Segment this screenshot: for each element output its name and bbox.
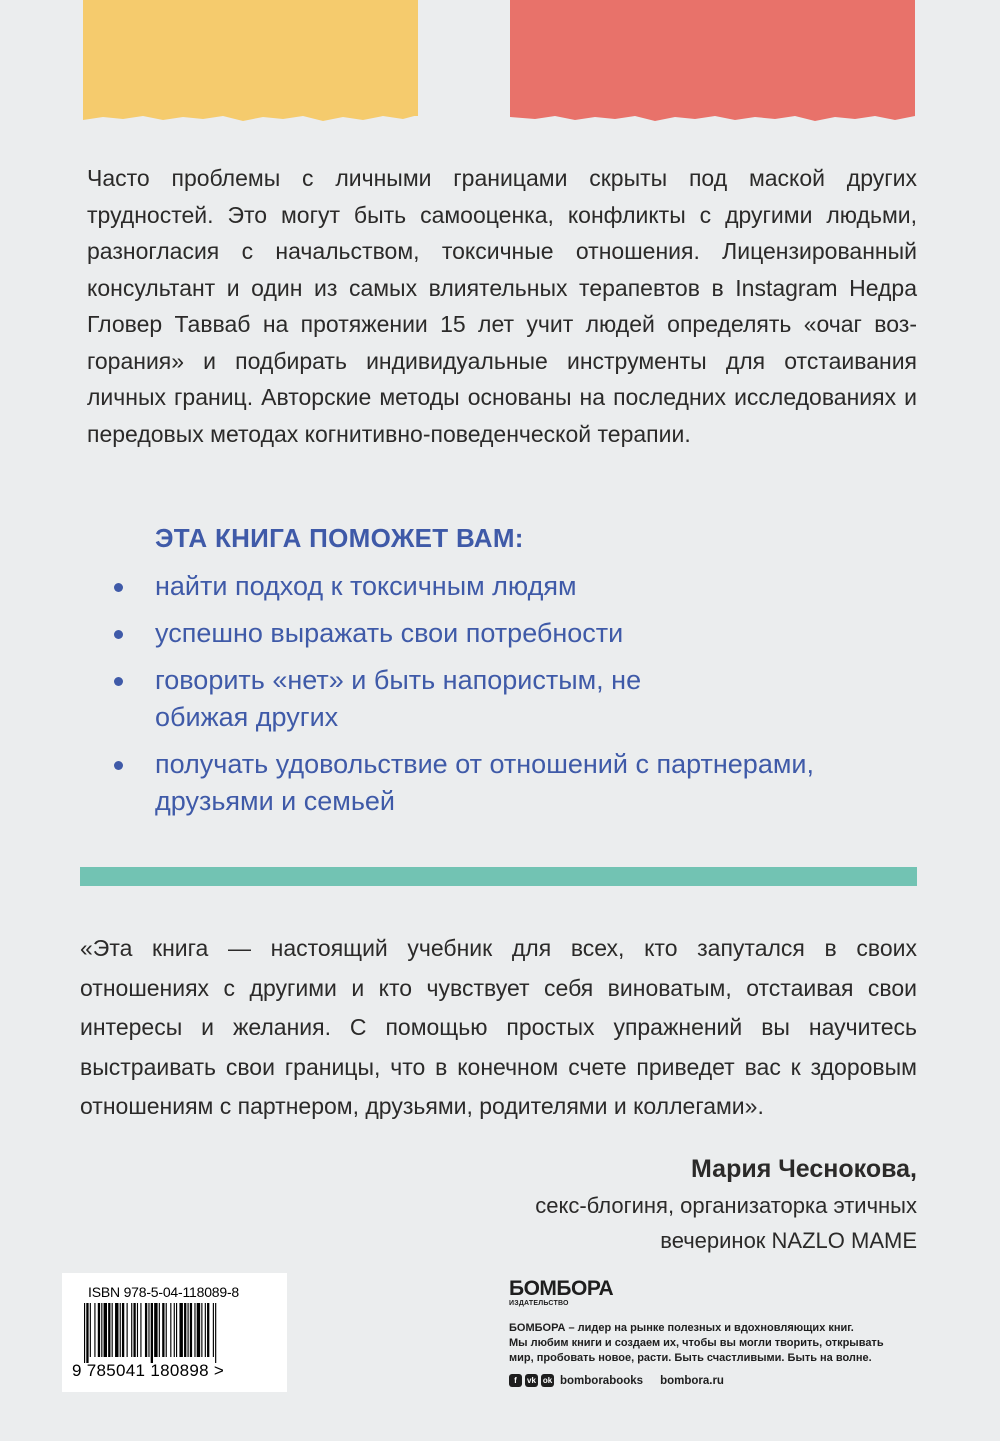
- yellow-paint-swatch: [83, 0, 418, 116]
- benefit-item: говорить «нет» и быть напористым, не обижая других: [112, 662, 675, 736]
- benefits-list: [112, 568, 932, 830]
- benefit-item: успешно выражать свои потребности: [112, 615, 932, 652]
- barcode-bars: [84, 1303, 274, 1363]
- bullet-icon: [114, 583, 123, 592]
- benefit-item: найти подход к токсичным людям: [112, 568, 932, 605]
- author-role: вечеринок NAZLO MAME: [660, 1228, 917, 1253]
- bullet-icon: [114, 761, 123, 770]
- publisher-line: Мы любим книги и создаем их, чтобы вы могли творить, открывать: [509, 1337, 884, 1349]
- facebook-icon[interactable]: f: [509, 1374, 522, 1387]
- author-name: Мария Чеснокова,: [691, 1155, 917, 1183]
- bullet-icon: [114, 677, 123, 686]
- quote-author: [535, 1150, 917, 1258]
- coral-paint-swatch: [510, 0, 915, 116]
- publisher-line: БОМБОРА – лидер на рынке полезных и вдохновляющих книг.: [509, 1322, 854, 1334]
- publisher-block: [509, 1278, 909, 1387]
- book-description: Часто проблемы с личными границами скрыты под маской других трудностей. Это могут быть самооценка, конфликты с другими людьми, разногласия с начальством, токсичные отношения. Лицензированный консультант и один из самых влиятельных терапевтов в Instagram Недра Гловер Тавваб на протяжении 15 лет учит людей определять «очаг возгорания» и подбирать индивидуальные инструменты для отстаивания личных границ. Авторские методы основаны на последних исследованиях и передовых методах когнитивно-поведенческой терапии.: [87, 165, 917, 447]
- publisher-site-link[interactable]: bombora.ru: [660, 1374, 724, 1387]
- publisher-logo: БОМБОРА: [509, 1277, 614, 1300]
- author-role: секс-блогиня, организаторка этичных: [535, 1193, 917, 1218]
- social-handle[interactable]: bomborabooks: [560, 1374, 644, 1387]
- teal-divider: [80, 867, 917, 886]
- benefit-item: получать удовольствие от отношений с партнерами, друзьями и семьей: [112, 746, 925, 820]
- benefits-title: ЭТА КНИГА ПОМОЖЕТ ВАМ:: [155, 523, 524, 553]
- review-quote: «Эта книга — настоящий учебник для всех, кто запутался в своих отношениях с другими и кто чувствует себя виноватым, отстаивая свои интересы и желания. С помощью простых упражнений вы научитесь выстраивать свои границы, что в конечном счете приведет вас к здоровым отношениям с партнером, друзьями, родителями и коллегами».: [80, 935, 917, 1120]
- publisher-sub: ИЗДАТЕЛЬСТВО: [509, 1300, 569, 1307]
- publisher-line: мир, пробовать новое, расти. Быть счастливыми. Быть на волне.: [509, 1352, 872, 1364]
- barcode-digits: 9 785041 180898 >: [72, 1361, 225, 1380]
- odnoklassniki-icon[interactable]: ok: [542, 1376, 553, 1385]
- vk-icon[interactable]: vk: [525, 1374, 538, 1387]
- barcode: [62, 1273, 287, 1392]
- isbn-label: ISBN 978-5-04-118089-8: [88, 1284, 239, 1300]
- publisher-social: [509, 1374, 909, 1387]
- bullet-icon: [114, 630, 123, 639]
